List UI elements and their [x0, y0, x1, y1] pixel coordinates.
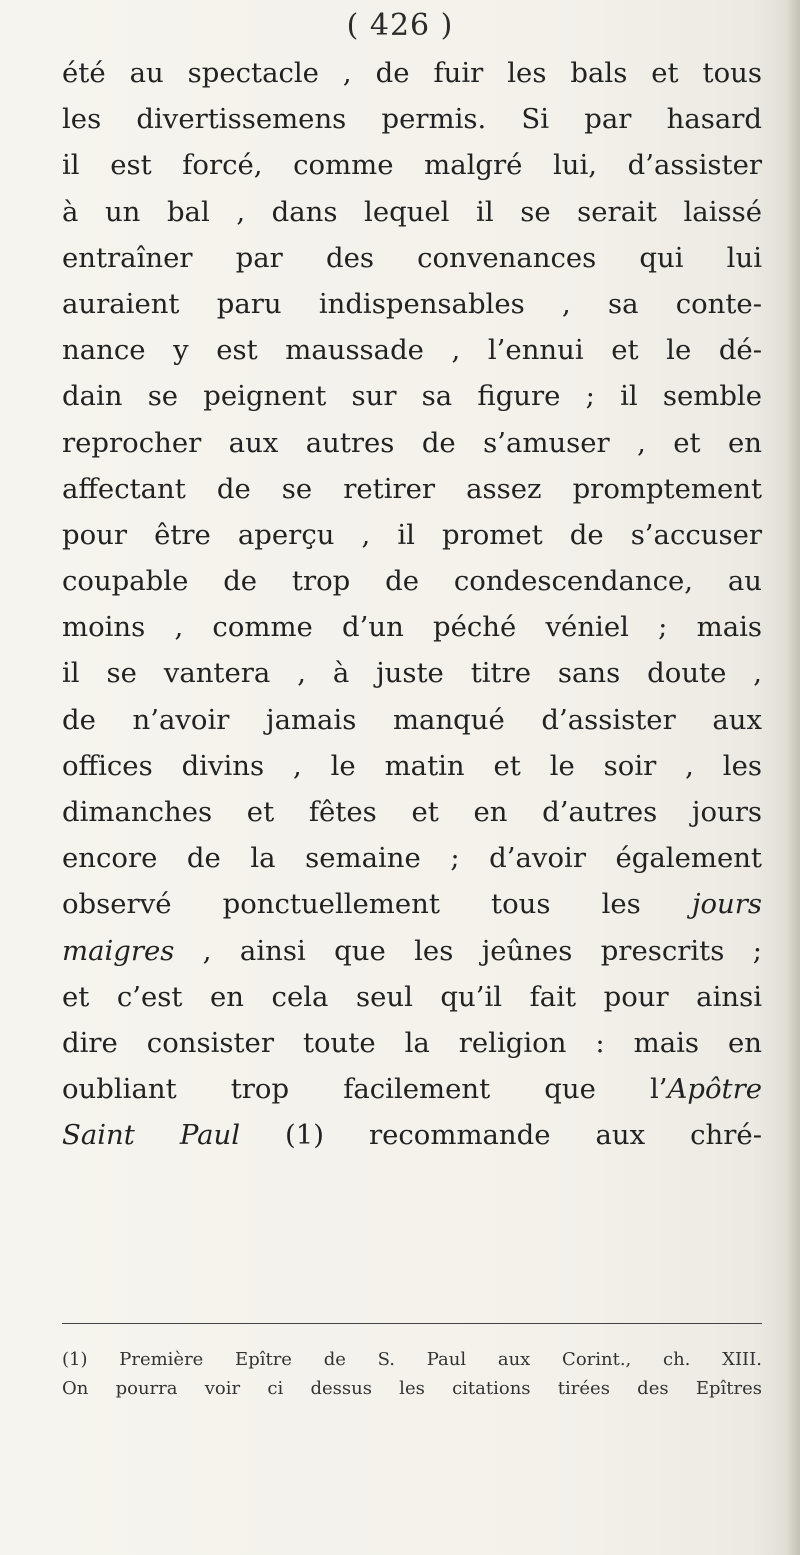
- text-line-20: [62, 928, 762, 974]
- text-line-13: moins , comme d’un péché véniel ; mais: [62, 611, 762, 644]
- text-line-2: les divertissemens permis. Si par hasard: [62, 103, 762, 136]
- line-19-text: observé ponctuellement tous les: [62, 888, 641, 921]
- italic-jours: jours: [691, 888, 762, 921]
- text-line-1: été au spectacle , de fuir les bals et tous: [62, 57, 762, 89]
- text-line-16: offices divins , le matin et le soir , les: [62, 749, 762, 782]
- text-line-9: reprocher aux autres de s’amuser , et en: [62, 426, 762, 459]
- text-line-22: dire consister toute la religion : mais en: [62, 1026, 762, 1059]
- text-line-5: entraîner par des convenances qui lui: [62, 241, 762, 274]
- text-line-11: pour être aperçu , il promet de s’accuser: [62, 518, 762, 551]
- text-line-17: dimanches et fêtes et en d’autres jours: [62, 796, 762, 828]
- italic-saint-paul: Saint Paul: [62, 1119, 240, 1152]
- text-line-19: [62, 881, 762, 927]
- text-line-21: et c’est en cela seul qu’il fait pour ainsi: [62, 980, 762, 1013]
- line-23-text: oubliant trop facilement que l’: [62, 1073, 668, 1106]
- page-number: ( 426 ): [346, 8, 454, 43]
- line-20-rest: , ainsi que les jeûnes prescrits ;: [174, 934, 762, 967]
- text-line-15: de n’avoir jamais manqué d’assister aux: [62, 703, 762, 736]
- text-line-3: il est forcé, comme malgré lui, d’assister: [62, 149, 762, 182]
- footnote-separator: [62, 1323, 762, 1324]
- body-text: [62, 50, 762, 1159]
- text-line-8: dain se peignent sur sa figure ; il semble: [62, 380, 762, 413]
- footnote: [62, 1345, 762, 1403]
- text-line-7: nance y est maussade , l’ennui et le dé-: [62, 334, 762, 367]
- line-24-rest: (1) recommande aux chré-: [239, 1119, 762, 1152]
- text-line-4: à un bal , dans lequel il se serait laissé: [62, 195, 762, 228]
- text-line-18: encore de la semaine ; d’avoir également: [62, 842, 762, 875]
- text-line-10: affectant de se retirer assez promptement: [62, 472, 762, 505]
- footnote-line-1: (1) Première Epître de S. Paul aux Corint., ch. XIII.: [62, 1349, 762, 1370]
- text-line-23: [62, 1066, 762, 1112]
- page-edge-shadow: [786, 0, 800, 1555]
- text-line-6: auraient paru indispensables , sa conte-: [62, 287, 762, 320]
- text-line-24: [62, 1112, 762, 1158]
- footnote-line-2: On pourra voir ci dessus les citations tirées des Epîtres: [62, 1378, 762, 1399]
- italic-apotre: Apôtre: [667, 1073, 762, 1106]
- text-line-14: il se vantera , à juste titre sans doute ,: [62, 657, 762, 690]
- text-line-12: coupable de trop de condescendance, au: [62, 565, 762, 598]
- italic-maigres: maigres: [62, 934, 175, 967]
